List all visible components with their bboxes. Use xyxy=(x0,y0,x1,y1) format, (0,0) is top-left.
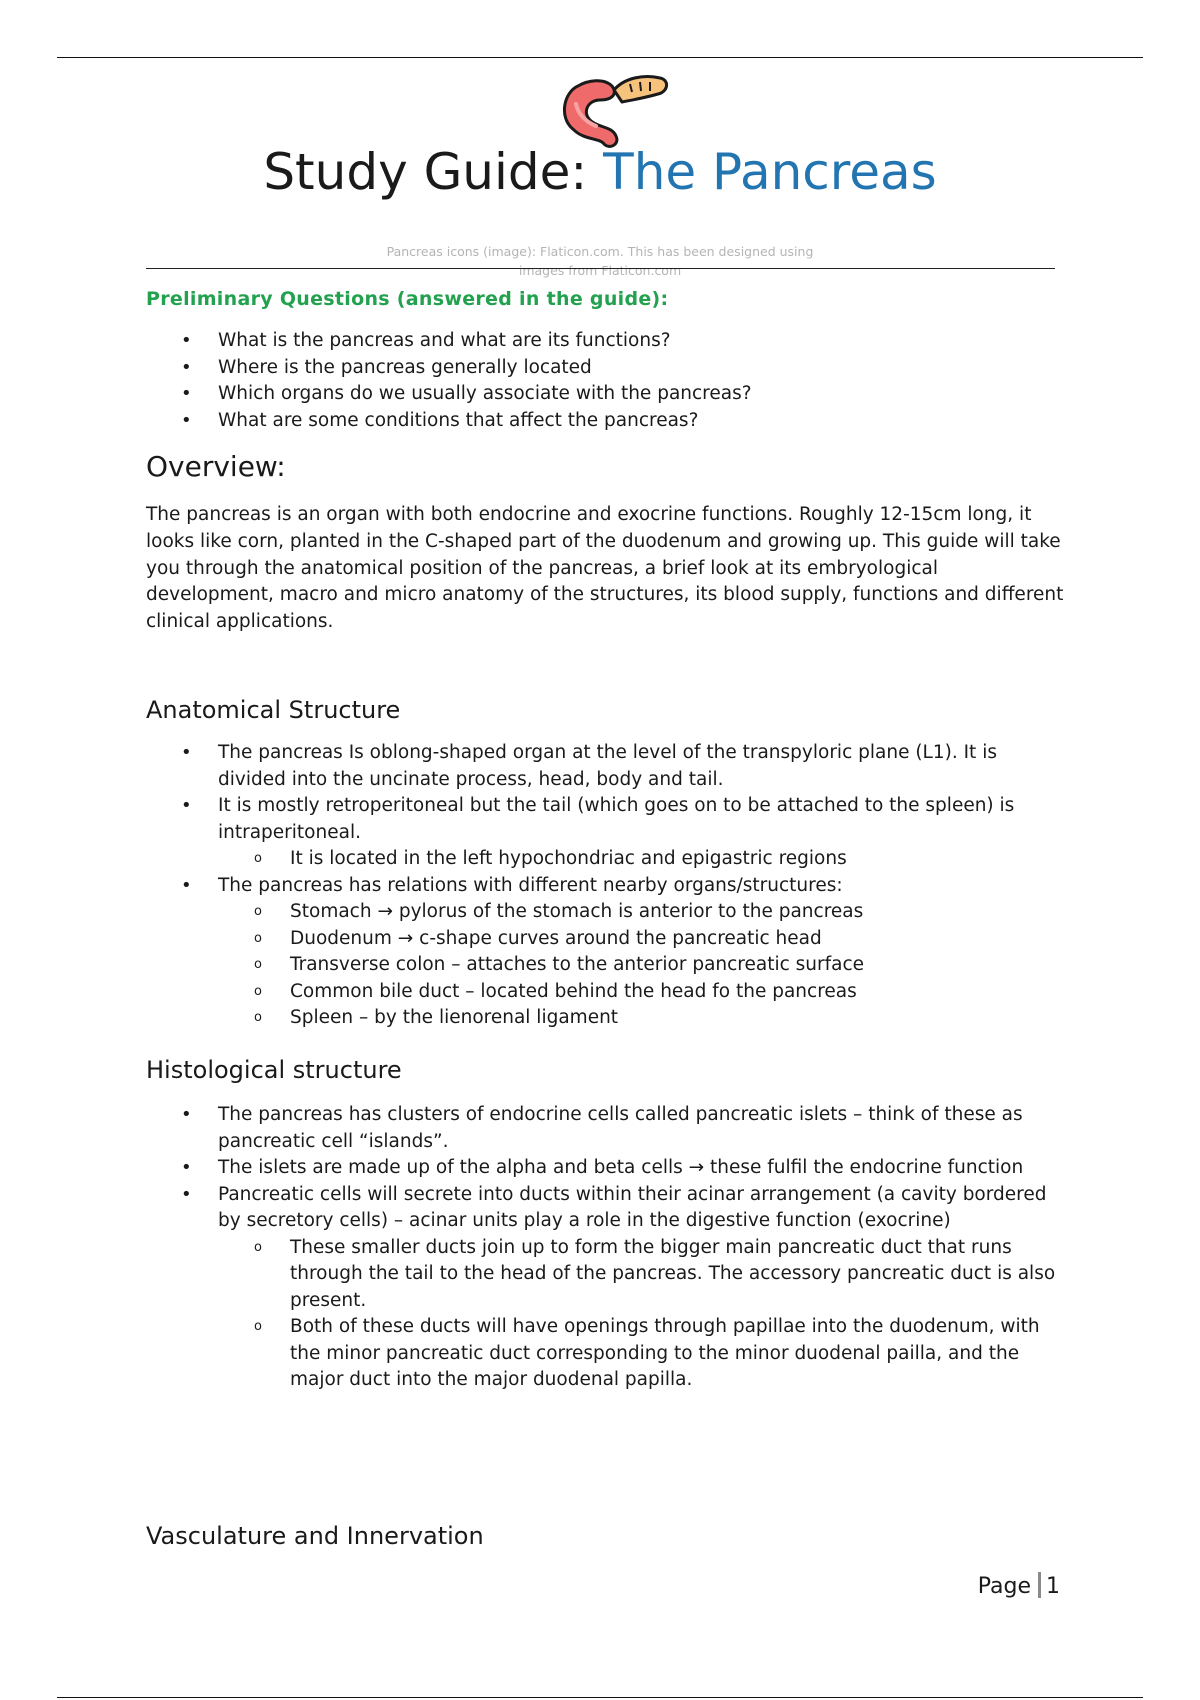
sub-list-item: o These smaller ducts join up to form the bigger main pancreatic duct that runs through the tail to the head of the pancreas. The accessory pancreatic duct is also present. xyxy=(218,1235,1066,1315)
header-rule xyxy=(57,57,1143,58)
sub-list-item: o Duodenum → c-shape curves around the pancreatic head xyxy=(218,926,1066,953)
list-item: • The pancreas has relations with different nearby organs/structures: o Stomach → pylorus of the stomach is anterior to the pancreas o Duodenum → c-shape curves around the pancreatic head o Transverse colon – attaches to the anterior pancreatic surface o Common bile duct – located behind the head fo the pancreas o Spleen – by the lienorenal ligament xyxy=(146,873,1066,1032)
sub-list-item: o Stomach → pylorus of the stomach is anterior to the pancreas xyxy=(218,899,1066,926)
overview-heading: Overview: xyxy=(146,450,286,483)
list-item: • It is mostly retroperitoneal but the tail (which goes on to be attached to the spleen) is intraperitoneal. o It is located in the left hypochondriac and epigastric regions xyxy=(146,793,1066,873)
preliminary-list xyxy=(146,328,1066,434)
list-item: • What is the pancreas and what are its functions? xyxy=(146,328,1066,355)
list-item: • The pancreas Is oblong-shaped organ at the level of the transpyloric plane (L1). It is divided into the uncinate process, head, body and tail. xyxy=(146,740,1066,793)
overview-paragraph: The pancreas is an organ with both endocrine and exocrine functions. Roughly 12-15cm long, it looks like corn, planted in the C-shaped part of the duodenum and growing up. This guide will take you through the anatomical position of the pancreas, a brief look at its embryological development, macro and micro anatomy of the structures, its blood supply, functions and different clinical applications. xyxy=(146,504,1064,633)
credit-rule xyxy=(146,268,1055,269)
vasculature-heading: Vasculature and Innervation xyxy=(146,1522,484,1550)
sub-list-item: o Common bile duct – located behind the head fo the pancreas xyxy=(218,979,1066,1006)
title-highlight: The Pancreas xyxy=(603,143,937,201)
list-item: • The islets are made up of the alpha and beta cells → these fulfil the endocrine function xyxy=(146,1155,1066,1182)
page-label: Page xyxy=(977,1574,1031,1599)
title-prefix: Study Guide: xyxy=(263,143,588,201)
footer-divider xyxy=(1038,1572,1041,1598)
pancreas-icon xyxy=(560,70,672,148)
sub-list-item: o It is located in the left hypochondriac and epigastric regions xyxy=(218,846,1066,873)
anatomical-list xyxy=(146,740,1066,1032)
page-footer xyxy=(960,1572,1060,1602)
list-item: • Pancreatic cells will secrete into ducts within their acinar arrangement (a cavity bordered by secretory cells) – acinar units play a role in the digestive function (exocrine) o These smaller ducts join up to form the bigger main pancreatic duct that runs through the tail to the head of the pancreas. The accessory pancreatic duct is also present. o Both of these ducts will have openings through papillae into the duodenum, with the minor pancreatic duct corresponding to the minor duodenal pailla, and the major duct into the major duodenal papilla. xyxy=(146,1182,1066,1394)
histological-list xyxy=(146,1102,1066,1394)
sub-list-item: o Transverse colon – attaches to the anterior pancreatic surface xyxy=(218,952,1066,979)
anatomical-heading: Anatomical Structure xyxy=(146,696,401,724)
sub-list-item: o Spleen – by the lienorenal ligament xyxy=(218,1005,1066,1032)
footer-rule xyxy=(57,1697,1143,1698)
page-title xyxy=(0,140,1200,204)
histological-heading: Histological structure xyxy=(146,1056,402,1084)
page-number: 1 xyxy=(1046,1574,1060,1599)
image-credit: Pancreas icons (image): Flaticon.com. This has been designed using images from Flaticon.com xyxy=(386,244,814,278)
list-item: • Where is the pancreas generally located xyxy=(146,355,1066,382)
list-item: • Which organs do we usually associate with the pancreas? xyxy=(146,381,1066,408)
list-item: • What are some conditions that affect the pancreas? xyxy=(146,408,1066,435)
preliminary-heading: Preliminary Questions (answered in the guide): xyxy=(146,288,669,310)
list-item: • The pancreas has clusters of endocrine cells called pancreatic islets – think of these as pancreatic cell “islands”. xyxy=(146,1102,1066,1155)
sub-list-item: o Both of these ducts will have openings through papillae into the duodenum, with the minor pancreatic duct corresponding to the minor duodenal pailla, and the major duct into the major duodenal papilla. xyxy=(218,1314,1066,1394)
